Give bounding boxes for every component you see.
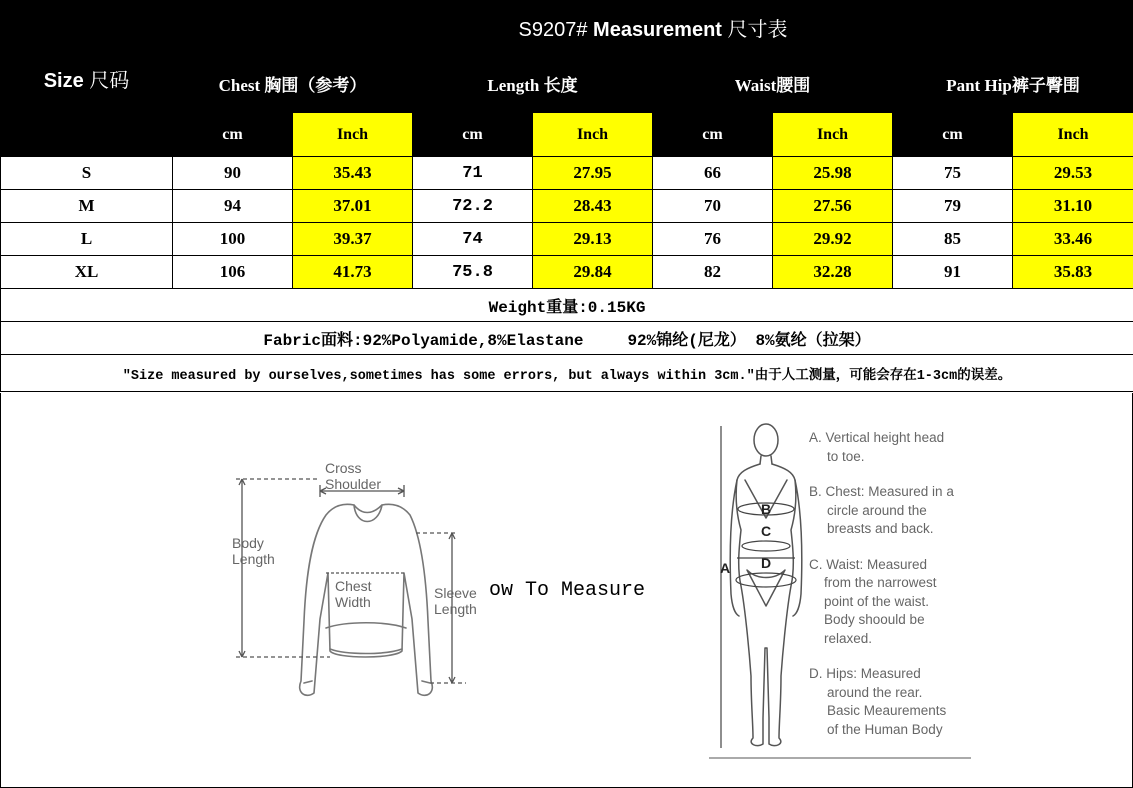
value-cell: 75 [893, 157, 1013, 190]
legend-b-line3: breasts and back. [827, 521, 934, 536]
table-row [1, 190, 1133, 223]
how-to-measure-text: ow To Measure [489, 579, 646, 602]
value-cell: 85 [893, 223, 1013, 256]
unit-cm: cm [893, 113, 1013, 157]
measure-illustration [0, 393, 1133, 788]
sleeve-length-label [434, 585, 477, 617]
legend-b-line2: circle around the [827, 502, 927, 518]
unit-cm: cm [653, 113, 773, 157]
legend-c-line2: from the narrowest [824, 575, 937, 590]
group-length: Length 长度 [413, 54, 653, 113]
cross-shoulder-line2: Shoulder [325, 476, 382, 492]
unit-cm: cm [173, 113, 293, 157]
value-cell: 91 [893, 256, 1013, 289]
value-cell: 35.83 [1013, 256, 1133, 289]
chart-title [173, 1, 1133, 54]
cross-shoulder-line1: Cross [325, 460, 362, 476]
value-cell: 75.8 [413, 256, 533, 289]
body-length-line1: Body [232, 535, 264, 551]
table-row [1, 157, 1133, 190]
unit-inch: Inch [1013, 113, 1133, 157]
value-cell: 79 [893, 190, 1013, 223]
body-length-label [232, 535, 275, 567]
mark-c: C [761, 523, 772, 539]
group-pant-hip: Pant Hip裤子臀围 [893, 54, 1133, 113]
legend-c-line4: Body shoould be [824, 612, 925, 627]
size-label: Size [43, 70, 84, 92]
chest-width-label [335, 578, 372, 610]
legend-a-line1: A. Vertical height head [809, 430, 945, 445]
size-cell: S [1, 157, 173, 190]
value-cell: 66 [653, 157, 773, 190]
value-cell: 37.01 [293, 190, 413, 223]
value-cell: 106 [173, 256, 293, 289]
chest-width-line1: Chest [335, 578, 372, 594]
measurement-note: "Size measured by ourselves,sometimes has some errors, but always within 3cm."由于人工测量，可能会存在1-3cm的误差。 [1, 355, 1133, 392]
mark-a: A [720, 560, 731, 576]
value-cell: 31.10 [1013, 190, 1133, 223]
size-cell: L [1, 223, 173, 256]
title-cn: 尺寸表 [727, 18, 788, 41]
measurement-legend [809, 429, 984, 756]
weight-row: Weight重量:0.15KG [1, 289, 1133, 322]
sleeve-length-line2: Length [434, 601, 477, 617]
legend-d-line2: around the rear. [827, 684, 923, 700]
value-cell: 76 [653, 223, 773, 256]
fabric-cn: 92%锦纶(尼龙） 8%氨纶（拉架） [627, 331, 871, 350]
value-cell: 28.43 [533, 190, 653, 223]
legend-c [809, 556, 984, 649]
value-cell: 25.98 [773, 157, 893, 190]
legend-c-line5: relaxed. [824, 630, 873, 646]
title-code: S9207# [518, 18, 588, 41]
legend-c-line1: C. Waist: Measured [809, 556, 928, 572]
value-cell: 100 [173, 223, 293, 256]
legend-d-line1: D. Hips: Measured [809, 666, 921, 681]
size-cell: M [1, 190, 173, 223]
size-header [1, 1, 173, 157]
group-chest: Chest 胸围（参考） [173, 54, 413, 113]
chest-width-line2: Width [335, 594, 371, 610]
size-label-cn: 尺码 [89, 70, 130, 92]
table-row [1, 256, 1133, 289]
value-cell: 70 [653, 190, 773, 223]
cross-shoulder-label [325, 460, 381, 492]
value-cell: 29.84 [533, 256, 653, 289]
legend-b [809, 483, 984, 539]
value-cell: 71 [413, 157, 533, 190]
value-cell: 29.53 [1013, 157, 1133, 190]
fabric-en: Fabric面料:92%Polyamide,8%Elastane [263, 331, 584, 350]
value-cell: 29.92 [773, 223, 893, 256]
legend-a-line2: to toe. [827, 448, 865, 464]
table-row [1, 223, 1133, 256]
value-cell: 82 [653, 256, 773, 289]
value-cell: 29.13 [533, 223, 653, 256]
fabric-row [1, 322, 1133, 355]
value-cell: 33.46 [1013, 223, 1133, 256]
unit-cm: cm [413, 113, 533, 157]
legend-d-line3: Basic Meaurements [827, 703, 947, 718]
value-cell: 74 [413, 223, 533, 256]
group-waist: Waist腰围 [653, 54, 893, 113]
value-cell: 27.95 [533, 157, 653, 190]
legend-c-line3: point of the waist. [824, 593, 930, 609]
body-length-line2: Length [232, 551, 275, 567]
value-cell: 94 [173, 190, 293, 223]
value-cell: 35.43 [293, 157, 413, 190]
value-cell: 90 [173, 157, 293, 190]
value-cell: 72.2 [413, 190, 533, 223]
unit-inch: Inch [773, 113, 893, 157]
size-chart-table [0, 0, 1133, 392]
unit-inch: Inch [293, 113, 413, 157]
legend-d [809, 665, 984, 739]
value-cell: 41.73 [293, 256, 413, 289]
legend-d-line4: of the Human Body [827, 721, 943, 737]
size-cell: XL [1, 256, 173, 289]
value-cell: 39.37 [293, 223, 413, 256]
value-cell: 27.56 [773, 190, 893, 223]
value-cell: 32.28 [773, 256, 893, 289]
mark-d: D [761, 555, 772, 571]
legend-a [809, 429, 984, 466]
legend-b-line1: B. Chest: Measured in a [809, 484, 954, 499]
title-bold: Measurement [593, 18, 722, 41]
mark-b: B [761, 501, 772, 517]
sleeve-length-line1: Sleeve [434, 585, 477, 601]
unit-inch: Inch [533, 113, 653, 157]
